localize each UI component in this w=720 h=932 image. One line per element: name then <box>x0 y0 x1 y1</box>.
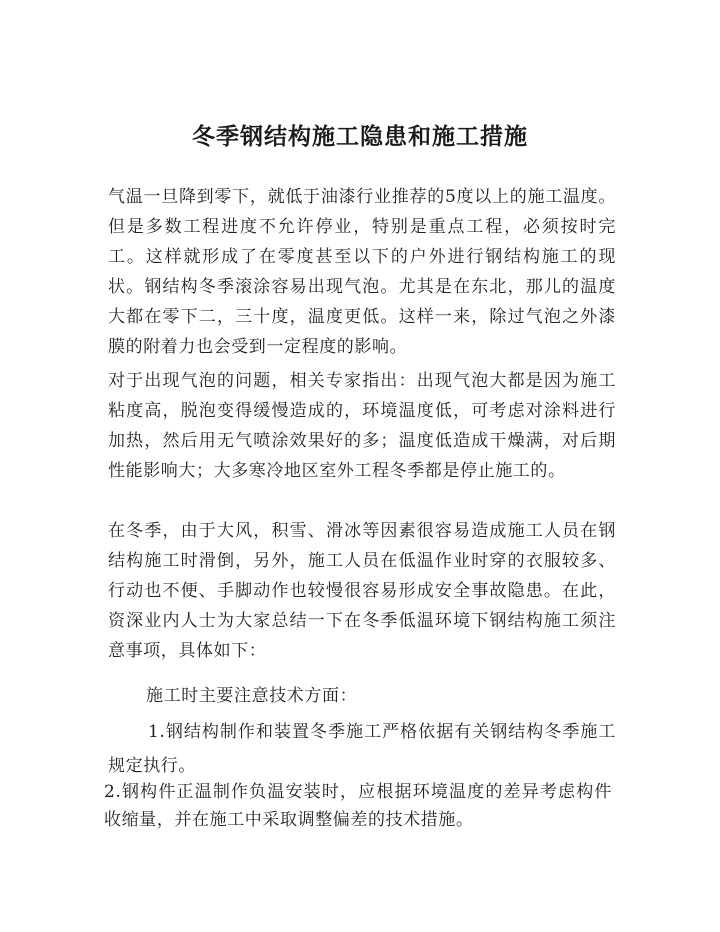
list-item: 2.钢构件正温制作负温安装时，应根据环境温度的差异考虑构件收缩量，并在施工中采取调整偏差的技术措施。 <box>104 782 612 830</box>
list-item: 1.钢结构制作和装置冬季施工严格依据有关钢结构冬季施工规定执行。 <box>108 722 616 776</box>
paragraph-bubbles: 对于出现气泡的问题，相关专家指出：出现气泡大都是因为施工粘度高，脱泡变得缓慢造成的，环境温度低，可考虑对涂料进行加热，然后用无气喷涂效果好的多；温度低造成干燥满，对后期性能影响大；大多寒冷地区室外工程冬季都是停止施工的。 <box>108 371 616 481</box>
section-heading: 施工时主要注意技术方面： <box>146 686 358 706</box>
document-title: 冬季钢结构施工隐患和施工措施 <box>192 124 528 150</box>
paragraph-intro: 气温一旦降到零下，就低于油漆行业推荐的5度以上的施工温度。但是多数工程进度不允许停业，特别是重点工程，必须按时完工。这样就形成了在零度甚至以下的户外进行钢结构施工的现状。钢结构冬季滚涂容易出现气泡。尤其是在东北，那儿的温度大都在零下二，三十度，温度更低。这样一来，除过气泡之外漆膜的附着力也会受到一定程度的影响。 <box>108 187 616 357</box>
paragraph-safety: 在冬季，由于大风，积雪、滑冰等因素很容易造成施工人员在钢结构施工时滑倒，另外，施工人员在低温作业时穿的衣服较多、行动也不便、手脚动作也较慢很容易形成安全事故隐患。在此，资深业内人士为大家总结一下在冬季低温环境下钢结构施工须注意事项，具体如下： <box>108 521 616 661</box>
